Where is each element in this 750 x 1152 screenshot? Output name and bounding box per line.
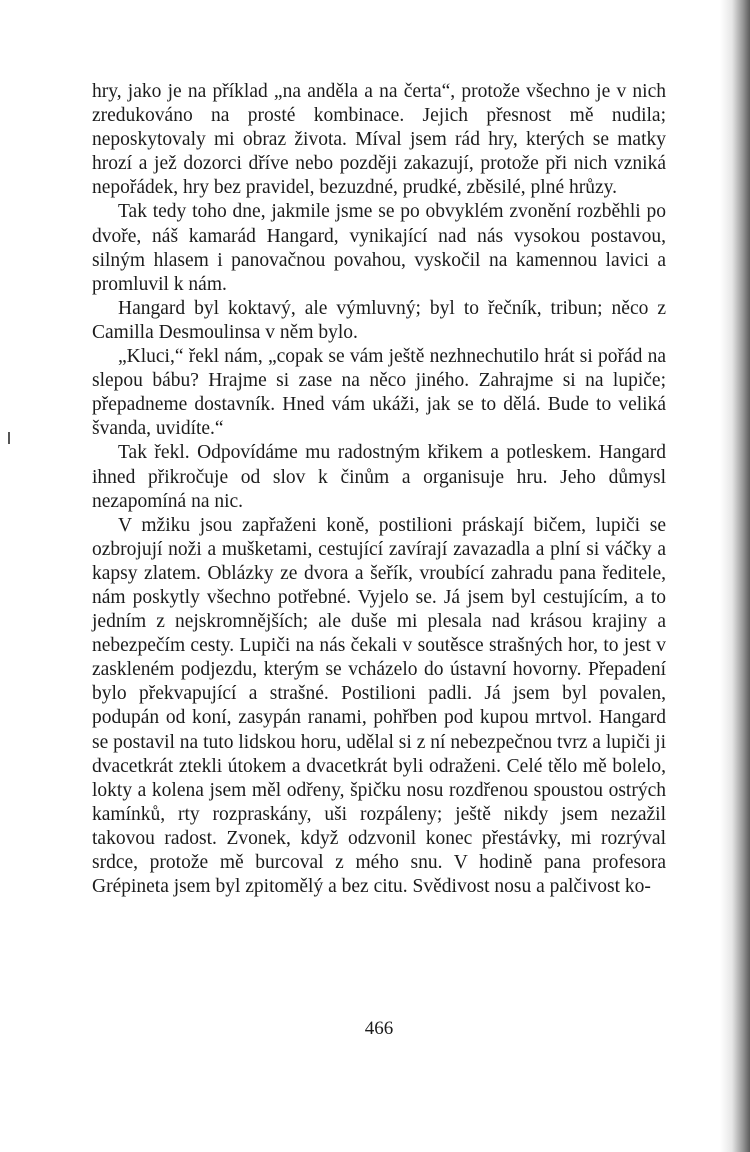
paragraph-1: hry, jako je na příklad „na anděla a na čerta“, protože všechno je v nich zredukováno na prosté kombinace. Jejich přesnost mě nudila; neposkytovaly mi obraz života. Míval jsem rád hry, kterých se matky hrozí a jež dozorci dříve nebo později zakazují, protože při nich vzniká nepořádek, hry bez pravidel, bezuzdné, prudké, zběsilé, plné hrůzy. <box>92 81 666 199</box>
page-number: 466 <box>364 1018 394 1039</box>
page-edge-shadow <box>720 0 750 1152</box>
paragraph-2: Tak tedy toho dne, jakmile jsme se po obvyklém zvonění rozběhli po dvoře, náš kamarád Hangard, vynikající nad nás vysokou postavou, silným hlasem i panovačnou povahou, vyskočil na kamennou lavici a promluvil k nám. <box>92 201 666 295</box>
margin-mark <box>8 432 10 444</box>
paragraph-4: „Kluci,“ řekl nám, „copak se vám ještě nezhnechutilo hrát si pořád na slepou bábu? Hrajme si zase na něco jiného. Zahrajme si na lupiče; přepadneme dostavník. Hned vám ukáži, jak se to dělá. Bude to veliká švanda, uvidíte.“ <box>92 346 666 440</box>
paragraph-5: Tak řekl. Odpovídáme mu radostným křikem a potleskem. Hangard ihned přikročuje od slov k činům a organisuje hru. Jeho důmysl nezapomíná na nic. <box>92 442 666 512</box>
paragraph-6: V mžiku jsou zapřaženi koně, postilioni práskají bičem, lupiči se ozbrojují noži a mušketami, cestující zavírají zavazadla a plní si váčky a kapsy zlatem. Oblázky ze dvora a šeřík, vroubící zahradu pana ředitele, nám poskytly všechno potřebné. Vyjelo se. Já jsem byl cestujícím, a to jedním z nejskromnějších; ale duše mi plesala nad krásou krajiny a nebezpečím cesty. Lupiči na nás čekali v soutěsce strašných hor, to jest v zaskleném podjezdu, kterým se vcházelo do ústavní hovorny. Přepadení bylo překvapující a strašné. Postilioni padli. Já jsem byl povalen, podupán od koní, zasypán ranami, pohřben pod kupou mrtvol. Hangard se postavil na tuto lidskou horu, udělal si z ní nebezpečnou tvrz a lupiči ji dvacetkrát ztekli útokem a dvacetkrát byli odraženi. Celé tělo mě bolelo, lokty a kolena jsem měl odřeny, špičku nosu rozdřenou spoustou ostrých kamínků, rty rozpraskány, uši rozpáleny; ještě nikdy jsem nezažil takovou radost. Zvonek, když odzvonil konec přestávky, mi rozrýval srdce, protože mě burcoval z mého snu. V hodině pana profesora Grépineta jsem byl zpitomělý a bez citu. Svědivost nosu a palčivost ko- <box>92 514 666 898</box>
paragraph-3: Hangard byl koktavý, ale výmluvný; byl to řečník, tribun; něco z Camilla Desmoulinsa v něm bylo. <box>92 297 666 343</box>
body-text <box>92 80 666 899</box>
